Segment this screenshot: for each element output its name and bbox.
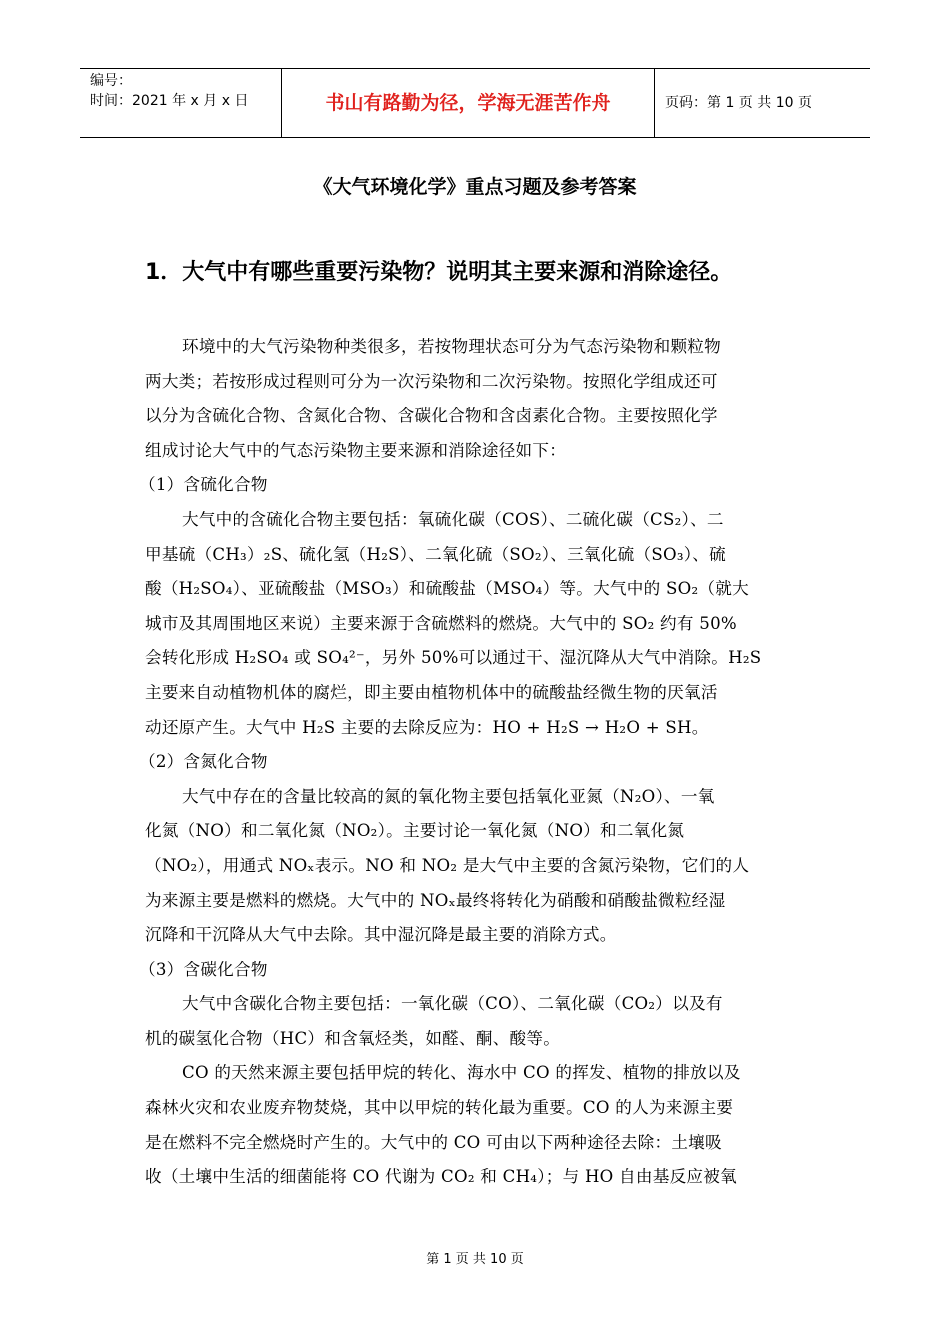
- paragraph-line: CO 的天然来源主要包括甲烷的转化、海水中 CO 的挥发、植物的排放以及: [182, 1063, 741, 1083]
- paragraph-line: 收（土壤中生活的细菌能将 CO 代谢为 CO₂ 和 CH₄）；与 HO 自由基反应被氧: [145, 1167, 737, 1187]
- paragraph-line: 大气中含碳化合物主要包括：一氧化碳（CO）、二氧化碳（CO₂）以及有: [182, 994, 723, 1014]
- paragraph-line: 沉降和干沉降从大气中去除。其中湿沉降是最主要的消除方式。: [145, 925, 617, 945]
- header-motto: 书山有路勤为径，学海无涯苦作舟: [281, 69, 655, 137]
- section-heading-carbon: （3）含碳化合物: [139, 959, 268, 979]
- paragraph-line: （NO₂），用通式 NOₓ表示。NO 和 NO₂ 是大气中主要的含氮污染物，它们的人: [145, 855, 750, 875]
- header-page-info: 页码：第 1 页 共 10 页: [665, 95, 812, 111]
- section-heading-sulfur: （1）含硫化合物: [139, 475, 268, 495]
- paragraph-line: 会转化形成 H₂SO₄ 或 SO₄²⁻，另外 50%可以通过干、湿沉降从大气中消除。H₂S: [145, 648, 762, 668]
- paragraph-line: 动还原产生。大气中 H₂S 主要的去除反应为：HO + H₂S → H₂O + SH。: [145, 717, 709, 737]
- paragraph-line: 甲基硫（CH₃）₂S、硫化氢（H₂S）、二氧化硫（SO₂）、三氧化硫（SO₃）、硫: [145, 544, 726, 564]
- paragraph-line: 环境中的大气污染物种类很多，若按物理状态可分为气态污染物和颗粒物: [182, 337, 721, 356]
- paragraph-line: 以分为含硫化合物、含氮化合物、含碳化合物和含卤素化合物。主要按照化学: [145, 406, 718, 426]
- paragraph-line: 化氮（NO）和二氧化氮（NO₂）。主要讨论一氧化氮（NO）和二氧化氮: [145, 821, 685, 841]
- paragraph-line: 机的碳氢化合物（HC）和含氧烃类，如醛、酮、酸等。: [145, 1028, 561, 1048]
- document-title: 《大气环境化学》重点习题及参考答案: [313, 176, 637, 198]
- answer-body: [139, 330, 805, 1195]
- paragraph-line: 两大类；若按形成过程则可分为一次污染物和二次污染物。按照化学组成还可: [145, 371, 718, 391]
- paragraph-line: 酸（H₂SO₄）、亚硫酸盐（MSO₃）和硫酸盐（MSO₄）等。大气中的 SO₂（就大: [145, 579, 749, 599]
- paragraph-line: 是在燃料不完全燃烧时产生的。大气中的 CO 可由以下两种途径去除：土壤吸: [145, 1132, 722, 1152]
- paragraph-line: 森林火灾和农业废弃物焚烧，其中以甲烷的转化最为重要。CO 的人为来源主要: [145, 1098, 734, 1118]
- question-heading: 1．大气中有哪些重要污染物？说明其主要来源和消除途径。: [145, 260, 733, 285]
- paragraph-line: 组成讨论大气中的气态污染物主要来源和消除途径如下：: [145, 440, 567, 460]
- header-meta: [80, 69, 281, 137]
- page-header: [80, 68, 870, 138]
- paragraph-line: 城市及其周围地区来说）主要来源于含硫燃料的燃烧。大气中的 SO₂ 约有 50%: [145, 613, 737, 633]
- paragraph-line: 为来源主要是燃料的燃烧。大气中的 NOₓ最终将转化为硝酸和硝酸盐微粒经湿: [145, 890, 726, 910]
- paragraph-line: 大气中存在的含量比较高的氮的氧化物主要包括氧化亚氮（N₂O）、一氧: [182, 786, 715, 806]
- document-date-label: 时间：2021 年 x 月 x 日: [90, 93, 249, 109]
- page-footer: 第 1 页 共 10 页: [426, 1252, 524, 1267]
- section-heading-nitrogen: （2）含氮化合物: [139, 752, 268, 772]
- paragraph-line: 大气中的含硫化合物主要包括：氧硫化碳（COS）、二硫化碳（CS₂）、二: [182, 509, 724, 529]
- paragraph-line: 主要来自动植物机体的腐烂，即主要由植物机体中的硫酸盐经微生物的厌氧活: [145, 682, 718, 702]
- document-number-label: 编号：: [90, 73, 132, 89]
